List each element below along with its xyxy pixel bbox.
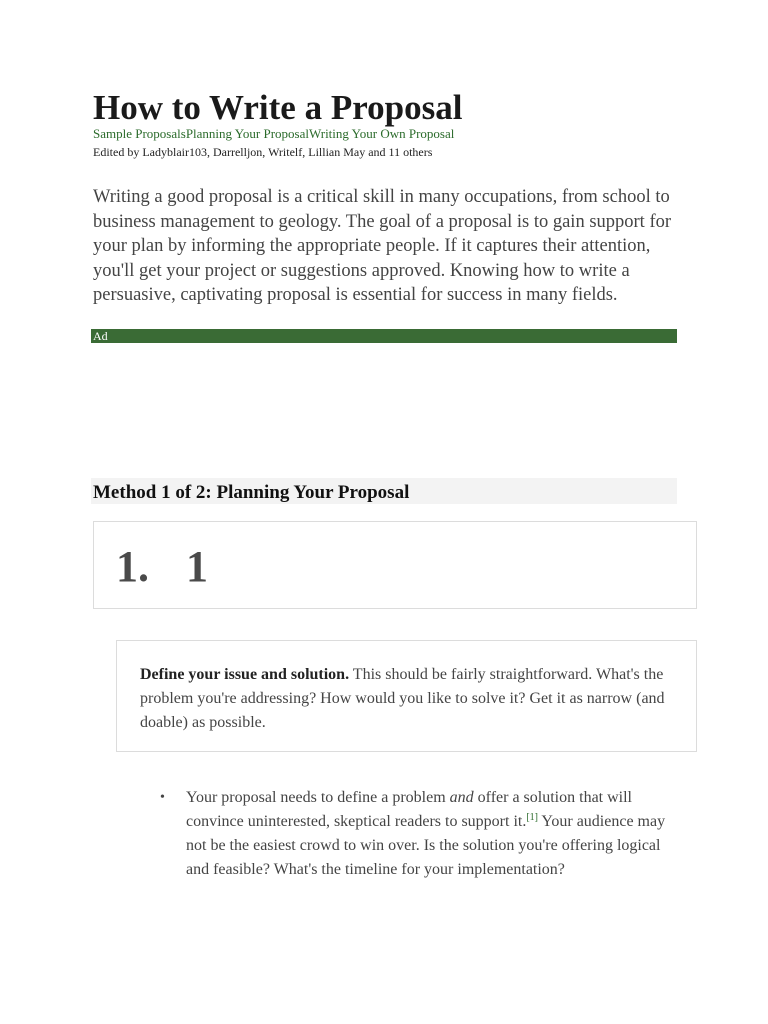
bullet-text-b: offer a solution that will convince uninterested, skeptical readers to support it. [186,789,632,830]
step-text: This should be fairly straightforward. What's the problem you're addressing? How would you like to solve it? Get it as narrow (and doable) as possible. [140,666,665,731]
intro-paragraph: Writing a good proposal is a critical skill in many occupations, from school to business management to geology. The goal of a proposal is to gain support for your plan by informing the appropriate people. If it captures their attention, you'll get your project or suggestions approved. Knowing how to write a persuasive, captivating proposal is essential for success in many fields. [93,187,672,305]
step-number-value: 1 [186,542,208,591]
method-heading: Method 1 of 2: Planning Your Proposal [91,478,677,504]
breadcrumb-link-sample-proposals[interactable]: Sample Proposals [93,126,186,141]
step-bold-lead: Define your issue and solution. [140,666,350,683]
ad-banner[interactable] [91,329,677,343]
bullet-icon: • [160,790,165,805]
ad-label: Ad [93,329,108,343]
step-number [116,542,208,592]
bullet-text-a: Your proposal needs to define a problem [186,789,450,806]
step-number-box [93,521,697,609]
breadcrumb-link-planning-your-proposal[interactable]: Planning Your Proposal [185,126,309,141]
byline: Edited by Ladyblair103, Darrelljon, Writelf, Lillian May and 11 others [93,145,433,159]
tips-list [160,786,670,882]
bullet-text-c: Your audience may not be the easiest crowd to win over. Is the solution you're offering logical and feasible? What's the timeline for your implementation? [186,813,666,878]
breadcrumb-link-writing-your-own-proposal[interactable]: Writing Your Own Proposal [308,126,455,141]
step-list-marker: 1. [116,542,149,591]
step-description [116,640,697,752]
citation-superscript [526,812,538,823]
citation-link[interactable]: [1] [526,812,539,823]
list-item [160,786,670,882]
bullet-emphasis: and [449,789,474,806]
breadcrumb [93,125,454,142]
page-title: How to Write a Proposal [93,88,463,127]
